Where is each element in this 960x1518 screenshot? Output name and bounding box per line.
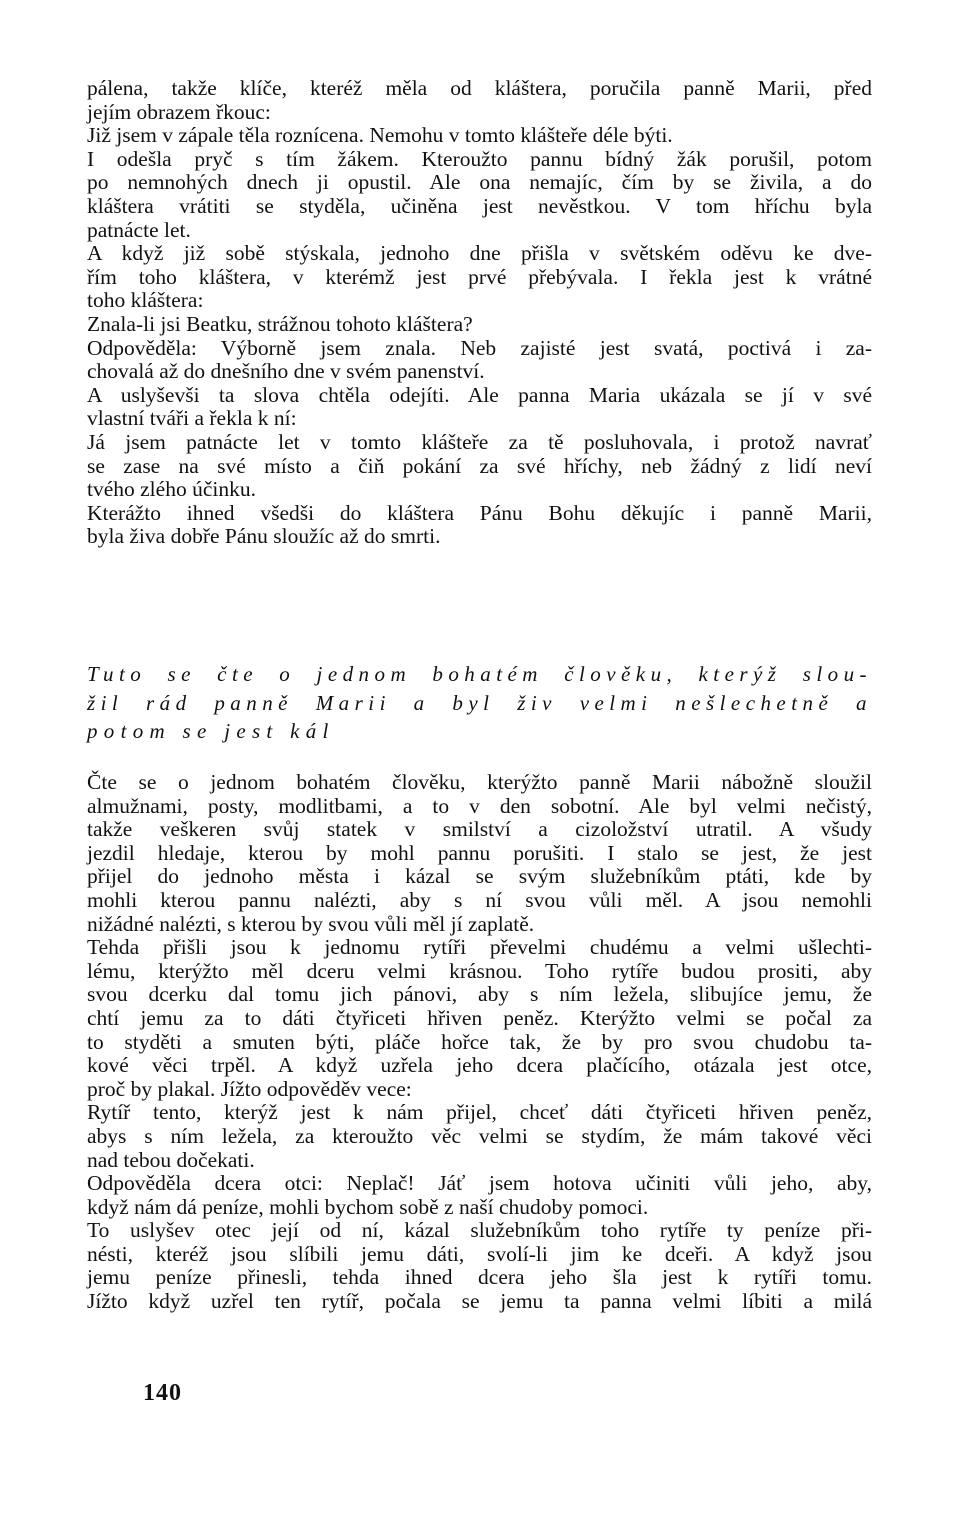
text-line: svou dcerku dal tomu jich pánovi, aby s ním ležela, slibujíce jemu, že	[87, 982, 872, 1007]
text-line: když nám dá peníze, mohli bychom sobě z naší chudoby pomoci.	[87, 1194, 649, 1219]
text-line: Odpověděla: Výborně jsem znala. Neb zajisté jest svatá, poctivá i za-	[87, 335, 872, 360]
text-line: řím toho kláštera, v kterémž jest prvé přebývala. I řekla jest k vrátné	[87, 264, 872, 289]
text-line: Kterážto ihned všedši do kláštera Pánu Bohu děkujíc i panně Marii,	[87, 500, 872, 525]
text-line: Odpověděla dcera otci: Neplač! Jáť jsem hotova učiniti vůli jeho, aby,	[87, 1171, 872, 1196]
text-line: nižádné nalézti, s kterou by svou vůli měl jí zaplatě.	[87, 911, 535, 936]
text-line: mohli kterou pannu nalézti, aby s ní svou vůli měl. A jsou nemohli	[87, 887, 872, 912]
text-line: se zase na své místo a čiň pokání za své hříchy, neb žádný z lidí neví	[87, 453, 872, 478]
text-line: chtí jemu za to dáti čtyřiceti hřiven peněz. Kterýžto velmi se počal za	[87, 1005, 872, 1030]
text-line: pálena, takže klíče, kteréž měla od kláštera, poručila panně Marii, před	[87, 76, 872, 100]
text-line: tvého zlého účinku.	[87, 477, 256, 502]
text-line: patnácte let.	[87, 217, 191, 242]
text-line: vlastní tváři a řekla k ní:	[87, 406, 297, 431]
text-line: toho kláštera:	[87, 288, 204, 313]
text-line: almužnami, posty, modlitbami, a to v den sobotní. Ale byl velmi nečistý,	[87, 793, 872, 818]
text-line: Již jsem v zápale těla roznícena. Nemohu v tomto klášteře déle býti.	[87, 123, 673, 148]
text-line: po nemnohých dnech ji opustil. Ale ona nemajíc, čím by se živila, a do	[87, 170, 872, 195]
text-line: abys s ním ležela, za kteroužto věc velmi se stydím, že mám takové věci	[87, 1123, 872, 1148]
text-line: jezdil hledaje, kterou by mohl pannu porušiti. I stalo se jest, že jest	[87, 840, 872, 865]
text-line: takže veškeren svůj statek v smilství a cizoložství utratil. A všudy	[87, 817, 872, 842]
text-line: jejím obrazem řkouc:	[87, 99, 271, 124]
text-line: chovalá až do dnešního dne v svém panenství.	[87, 359, 485, 384]
text-line: Já jsem patnácte let v tomto klášteře za tě posluhovala, i protož navrať	[87, 429, 872, 454]
text-line: Znala-li jsi Beatku, strážnou tohoto kláštera?	[87, 311, 473, 336]
text-line: A uslyševši ta slova chtěla odejíti. Ale panna Maria ukázala se jí v své	[87, 382, 872, 407]
text-line: Čte se o jednom bohatém člověku, kterýžto panně Marii nábožně sloužil	[87, 770, 872, 794]
heading-line: Tuto se čte o jednom bohatém člověku, kterýž slou-	[87, 662, 872, 686]
text-line: Jížto když uzřel ten rytíř, počala se jemu ta panna velmi líbiti a milá	[87, 1289, 872, 1314]
text-line: Rytíř tento, kterýž jest k nám přijel, chceť dáti čtyřiceti hřiven peněz,	[87, 1100, 872, 1125]
first-text-block	[87, 77, 872, 549]
text-line: nad tebou dočekati.	[87, 1147, 255, 1172]
text-line: proč by plakal. Jížto odpověděv vece:	[87, 1076, 412, 1101]
text-line: jemu peníze přinesli, tehda ihned dcera jeho šla jest k rytíři tomu.	[87, 1265, 872, 1290]
text-line: kové věci trpěl. A když uzřela jeho dcera plačícího, otázala jest otce,	[87, 1053, 872, 1078]
heading-line: žil rád panně Marii a byl živ velmi nešlechetně a	[87, 690, 872, 715]
text-line: A když již sobě stýskala, jednoho dne přišla v světském oděvu ke dve-	[87, 241, 872, 266]
page-number: 140	[143, 1380, 182, 1406]
text-line: To uslyšev otec její od ní, kázal služebníkům toho rytíře ty peníze při-	[87, 1218, 872, 1243]
text-line: lému, kterýžto měl dceru velmi krásnou. Toho rytíře budou prositi, aby	[87, 958, 872, 983]
text-line: nésti, kteréž jsou slíbili jemu dáti, svolí-li jim ke dceři. A když jsou	[87, 1241, 872, 1266]
second-text-block	[87, 771, 872, 1314]
text-line: I odešla pryč s tím žákem. Kteroužto pannu bídný žák porušil, potom	[87, 146, 872, 171]
text-line: Tehda přišli jsou k jednomu rytíři převelmi chudému a velmi ušlechti-	[87, 935, 872, 960]
text-line: kláštera vrátiti se styděla, učiněna jest nevěstkou. V tom hříchu byla	[87, 193, 872, 218]
text-line: byla živa dobře Pánu sloužíc až do smrti.	[87, 524, 441, 549]
text-line: přijel do jednoho města i kázal se svým služebníkům ptáti, kde by	[87, 864, 872, 889]
text-line: to styděti a smuten býti, pláče hořce tak, že by pro svou chudobu ta-	[87, 1029, 872, 1054]
chapter-heading	[87, 660, 872, 746]
heading-line: potom se jest kál	[87, 719, 335, 743]
